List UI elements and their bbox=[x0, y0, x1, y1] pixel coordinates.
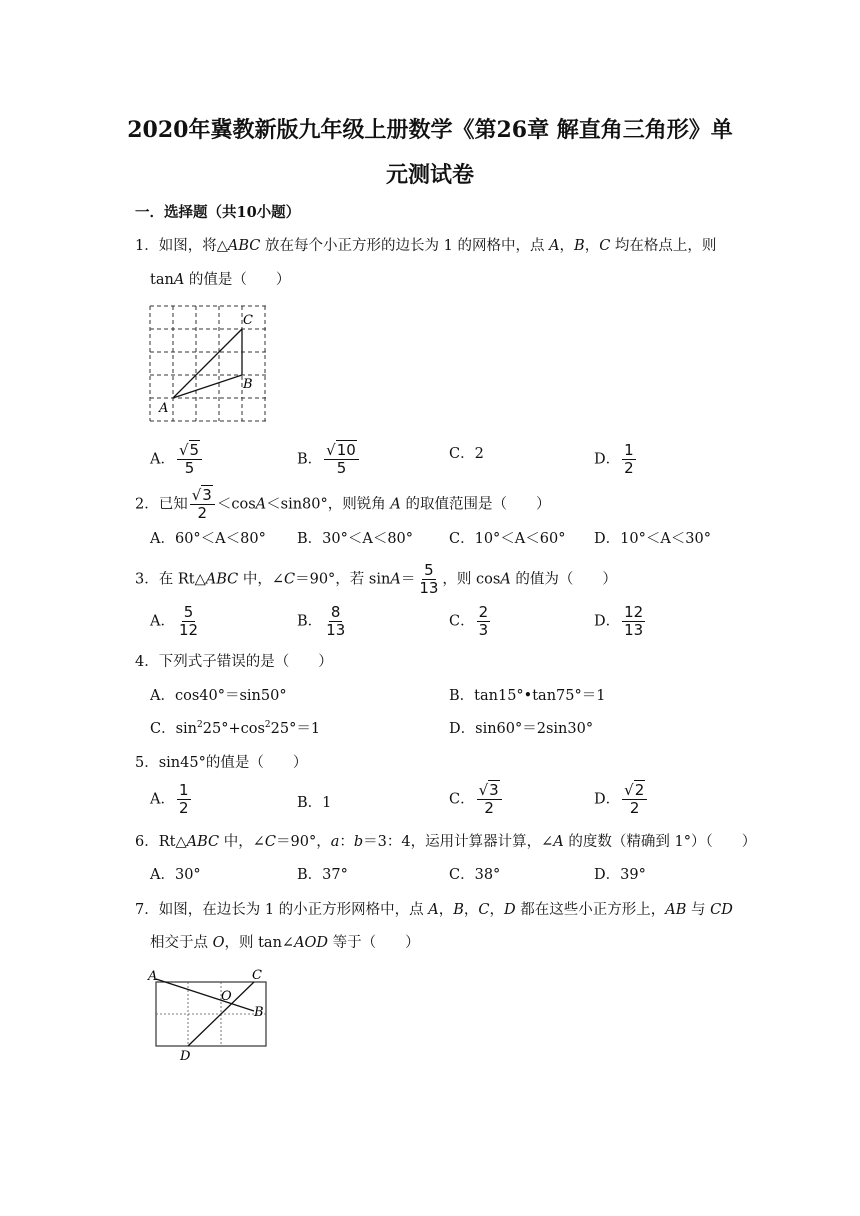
question-5-option-c: C． $\frac{√3}{2}$ bbox=[449, 782, 504, 817]
question-3-stem: 3．在 Rt△ABC 中，∠C＝90°，若 sinA＝ $\frac{5}{13}$ ，则 cosA 的值为（ ） bbox=[135, 561, 617, 597]
point-label-b: B bbox=[243, 377, 253, 392]
question-1-option-a: A． $\frac{√5}{5}$ bbox=[150, 442, 204, 477]
document-title-line-2: 元测试卷 bbox=[385, 162, 474, 188]
segments-ab-cd bbox=[156, 979, 254, 1046]
question-2-option-d: D．10°＜A＜30° bbox=[594, 531, 711, 547]
question-4-stem: 4．下列式子错误的是（ ） bbox=[135, 654, 333, 670]
question-3-option-c: C． $\frac{2}{3}$ bbox=[449, 603, 489, 639]
point-label-a: A bbox=[148, 969, 158, 984]
document-title-line-1: 2020年冀教新版九年级上册数学《第26章 解直角三角形》单 bbox=[127, 117, 733, 143]
question-1-option-d: D． $\frac{1}{2}$ bbox=[594, 441, 634, 477]
question-1-grid-figure bbox=[146, 302, 276, 424]
question-1-option-c: C．2 bbox=[449, 446, 484, 462]
point-label-d: D bbox=[180, 1049, 191, 1064]
point-label-c: C bbox=[252, 968, 262, 983]
question-4-option-d: D．sin60°＝2sin30° bbox=[449, 721, 594, 737]
question-4-option-b: B．tan15°•tan75°＝1 bbox=[449, 688, 606, 704]
point-label-b: B bbox=[254, 1005, 264, 1020]
question-6-option-d: D．39° bbox=[594, 867, 646, 883]
point-label-c: C bbox=[243, 313, 253, 328]
point-label-a: A bbox=[159, 401, 169, 416]
question-5-option-a: A． $\frac{1}{2}$ bbox=[150, 781, 189, 817]
question-2-option-c: C．10°＜A＜60° bbox=[449, 531, 566, 547]
question-3-option-a: A． $\frac{5}{12}$ bbox=[150, 603, 199, 639]
question-3-option-d: D． $\frac{12}{13}$ bbox=[594, 603, 644, 639]
question-6-stem: 6．Rt△ABC 中，∠C＝90°，a：b＝3：4，运用计算器计算，∠A 的度数（精确到 1°）（ ） bbox=[135, 834, 757, 850]
question-6-option-b: B．37° bbox=[297, 867, 348, 883]
question-1-stem-line-2: tanA 的值是（ ） bbox=[150, 272, 291, 288]
question-1-option-b: B． $\frac{√10}{5}$ bbox=[297, 442, 361, 477]
question-2-option-b: B．30°＜A＜80° bbox=[297, 531, 414, 547]
question-2-stem: 2．已知 $\frac{√3}{2}$ ＜cosA＜sin80°，则锐角 A 的取值范围是（ ） bbox=[135, 486, 551, 522]
question-5-option-b: B．1 bbox=[297, 795, 332, 811]
question-2-option-a: A．60°＜A＜80° bbox=[150, 531, 266, 547]
question-3-option-b: B． $\frac{8}{13}$ bbox=[297, 603, 346, 639]
triangle-abc bbox=[173, 329, 242, 398]
question-4-option-a: A．cos40°＝sin50° bbox=[150, 688, 287, 704]
question-7-stem-line-2: 相交于点 O，则 tan∠AOD 等于（ ） bbox=[150, 935, 420, 951]
section-heading: 一．选择题（共10小题） bbox=[135, 204, 301, 221]
question-5-option-d: D． $\frac{√2}{2}$ bbox=[594, 782, 649, 817]
question-5-stem: 5．sin45°的值是（ ） bbox=[135, 755, 308, 771]
question-6-option-c: C．38° bbox=[449, 867, 501, 883]
grid-lines bbox=[156, 982, 266, 1046]
question-6-option-a: A．30° bbox=[150, 867, 201, 883]
question-7-stem: 7．如图，在边长为 1 的小正方形网格中，点 A，B，C，D 都在这些小正方形上，AB 与 CD bbox=[135, 902, 733, 918]
question-7-grid-figure bbox=[146, 966, 276, 1064]
question-4-option-c: C．$\sin^225^\circ+\cos^225^\circ=1$ bbox=[150, 720, 321, 737]
point-label-o: O bbox=[221, 989, 232, 1004]
question-1-stem: 1．如图，将△ABC 放在每个小正方形的边长为 1 的网格中，点 A，B，C 均在格点上，则 bbox=[135, 238, 717, 254]
